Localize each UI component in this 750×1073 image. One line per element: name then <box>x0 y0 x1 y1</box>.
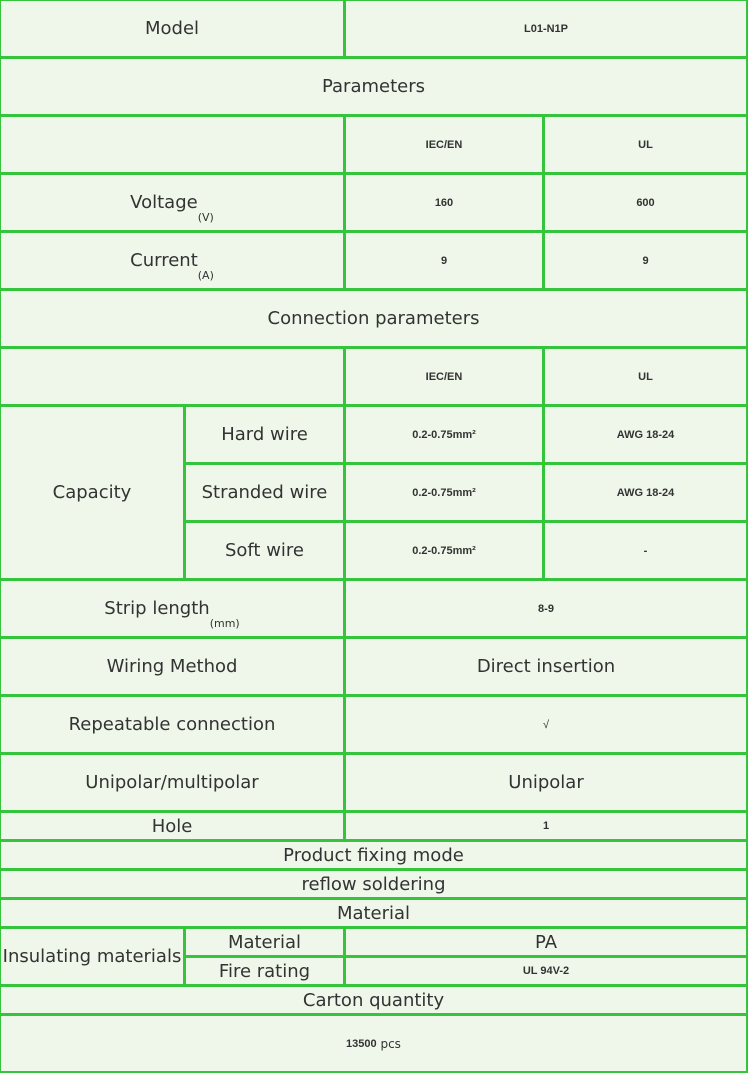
strip-length-value: 8-9 <box>344 579 748 638</box>
connection-col-iec: IEC/EN <box>344 347 544 406</box>
hard-wire-label: Hard wire <box>184 405 345 464</box>
strip-length-label: Strip length <box>104 598 210 619</box>
soft-wire-label: Soft wire <box>184 521 345 580</box>
strip-length-unit: (mm) <box>209 617 240 630</box>
parameters-heading: Parameters <box>0 57 748 116</box>
fire-rating-label: Fire rating <box>184 956 345 986</box>
voltage-unit: (V) <box>197 211 214 224</box>
connection-heading: Connection parameters <box>0 289 748 348</box>
connection-header-blank <box>0 347 345 406</box>
current-label-cell <box>0 231 345 290</box>
material-value: PA <box>344 927 748 957</box>
current-iec: 9 <box>344 231 544 290</box>
fixing-value: reflow soldering <box>0 869 748 899</box>
hole-value: 1 <box>344 811 748 841</box>
hard-wire-ul: AWG 18-24 <box>543 405 748 464</box>
carton-unit: pcs <box>380 1036 401 1051</box>
connection-col-ul: UL <box>543 347 748 406</box>
voltage-label: Voltage <box>130 192 198 213</box>
model-label: Model <box>0 0 345 58</box>
stranded-wire-iec: 0.2-0.75mm² <box>344 463 544 522</box>
wiring-method-value: Direct insertion <box>344 637 748 696</box>
parameters-col-iec: IEC/EN <box>344 115 544 174</box>
current-ul: 9 <box>543 231 748 290</box>
carton-heading: Carton quantity <box>0 985 748 1015</box>
stranded-wire-ul: AWG 18-24 <box>543 463 748 522</box>
fixing-heading: Product fixing mode <box>0 840 748 870</box>
repeatable-label: Repeatable connection <box>0 695 345 754</box>
voltage-label-cell <box>0 173 345 232</box>
carton-quantity: 13500 <box>346 1037 377 1050</box>
insulating-materials-label: Insulating materials <box>0 927 185 986</box>
material-label: Material <box>184 927 345 957</box>
soft-wire-iec: 0.2-0.75mm² <box>344 521 544 580</box>
capacity-label: Capacity <box>0 405 185 580</box>
hole-label: Hole <box>0 811 345 841</box>
voltage-iec: 160 <box>344 173 544 232</box>
stranded-wire-label: Stranded wire <box>184 463 345 522</box>
model-value: L01-N1P <box>344 0 748 58</box>
soft-wire-ul: - <box>543 521 748 580</box>
strip-length-label-cell <box>0 579 345 638</box>
parameters-header-blank <box>0 115 345 174</box>
polarity-label: Unipolar/multipolar <box>0 753 345 812</box>
polarity-value: Unipolar <box>344 753 748 812</box>
current-label: Current <box>130 250 198 271</box>
fire-rating-value: UL 94V-2 <box>344 956 748 986</box>
hard-wire-iec: 0.2-0.75mm² <box>344 405 544 464</box>
carton-value-cell <box>0 1014 748 1073</box>
material-heading: Material <box>0 898 748 928</box>
repeatable-value: √ <box>344 695 748 754</box>
current-unit: (A) <box>197 269 214 282</box>
parameters-col-ul: UL <box>543 115 748 174</box>
voltage-ul: 600 <box>543 173 748 232</box>
wiring-method-label: Wiring Method <box>0 637 345 696</box>
